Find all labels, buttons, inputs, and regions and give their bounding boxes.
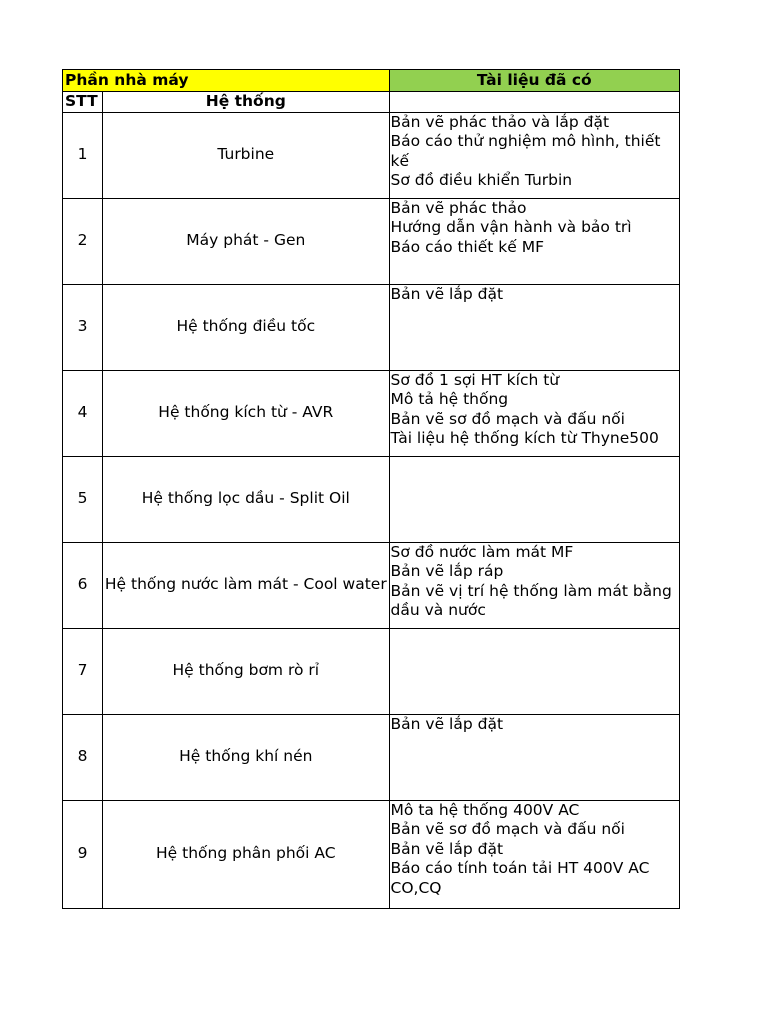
table-row [63, 456, 680, 542]
docs-cell [389, 628, 679, 714]
system-cell: Hệ thống phân phối AC [103, 800, 389, 908]
doc-item: Mô tả hệ thống [390, 390, 509, 408]
system-cell: Hệ thống lọc dầu - Split Oil [103, 456, 389, 542]
system-cell: Máy phát - Gen [103, 198, 389, 284]
empty-header-cell [389, 92, 679, 113]
doc-item: Báo cáo thiết kế MF [390, 237, 544, 256]
stt-cell: 3 [63, 284, 103, 370]
doc-item: Báo cáo tính toán tải HT 400V AC [390, 859, 650, 877]
doc-item: Bản vẽ sơ đồ mạch và đấu nối [390, 409, 625, 428]
table-row [63, 628, 680, 714]
system-header-cell: Hệ thống [103, 92, 389, 113]
stt-cell: 2 [63, 198, 103, 284]
doc-item: Bản vẽ sơ đồ mạch và đấu nối [390, 820, 625, 838]
table-row [63, 198, 680, 284]
system-cell: Hệ thống bơm rò rỉ [103, 628, 389, 714]
stt-cell: 7 [63, 628, 103, 714]
doc-item: Bản vẽ lắp đặt [390, 714, 504, 733]
system-cell: Turbine [103, 112, 389, 198]
doc-item: Sơ đồ điều khiển Turbin [390, 171, 573, 189]
system-cell: Hệ thống điều tốc [103, 284, 389, 370]
stt-header-cell: STT [63, 92, 103, 113]
table-row [63, 370, 680, 456]
stt-cell: 4 [63, 370, 103, 456]
doc-item: Bản vẽ lắp đặt [390, 839, 504, 858]
docs-cell [389, 198, 679, 284]
doc-item: Mô ta hệ thống 400V AC [390, 800, 580, 819]
system-cell: Hệ thống khí nén [103, 714, 389, 800]
stt-cell: 5 [63, 456, 103, 542]
docs-header-cell: Tài liệu đã có [389, 70, 679, 92]
doc-item: Tài liệu hệ thống kích từ Thyne500 [390, 429, 659, 447]
docs-cell [389, 456, 679, 542]
doc-item: Bản vẽ lắp ráp [390, 562, 504, 580]
table-row [63, 112, 680, 198]
stt-cell: 6 [63, 542, 103, 628]
stt-cell: 9 [63, 800, 103, 908]
doc-item: Báo cáo thử nghiệm mô hình, thiết kế [390, 132, 661, 170]
docs-cell [389, 370, 679, 456]
stt-cell: 1 [63, 112, 103, 198]
system-cell: Hệ thống kích từ - AVR [103, 370, 389, 456]
docs-cell [389, 714, 679, 800]
doc-item: Sơ đồ nước làm mát MF [390, 542, 574, 561]
table-row [63, 284, 680, 370]
doc-item: Bản vẽ lắp đặt [390, 284, 504, 303]
equipment-docs-table [62, 69, 680, 909]
table-row [63, 542, 680, 628]
doc-item: Bản vẽ phác thảo và lắp đặt [390, 112, 610, 131]
doc-item: Hướng dẫn vận hành và bảo trì [390, 218, 632, 236]
table-row [63, 714, 680, 800]
docs-cell [389, 284, 679, 370]
table-row [63, 800, 680, 908]
subheader-row [63, 92, 680, 113]
header-row [63, 70, 680, 92]
docs-cell [389, 112, 679, 198]
section-header-cell: Phần nhà máy [63, 70, 390, 92]
stt-cell: 8 [63, 714, 103, 800]
doc-item: Bản vẽ vị trí hệ thống làm mát bằng dầu và nước [390, 581, 672, 619]
doc-item: Sơ đồ 1 sợi HT kích từ [390, 370, 560, 389]
system-cell: Hệ thống nước làm mát - Cool water [103, 542, 389, 628]
doc-item: Bản vẽ phác thảo [390, 198, 527, 217]
docs-cell [389, 800, 679, 908]
doc-item: CO,CQ [390, 878, 442, 897]
docs-cell [389, 542, 679, 628]
